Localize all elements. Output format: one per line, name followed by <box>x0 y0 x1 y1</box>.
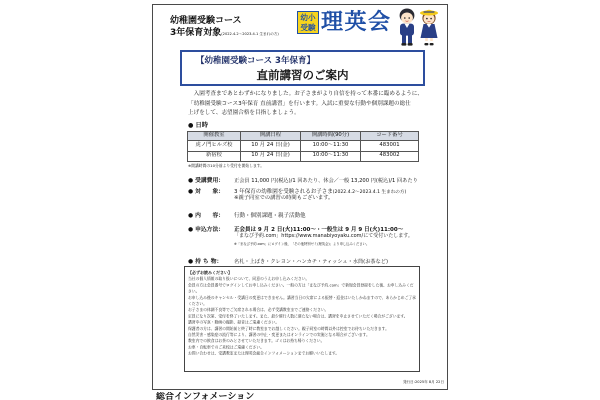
target-value-period: (2022.4.2～2023.4.1 生まれの方) <box>332 190 407 195</box>
apply-note: ※「まなび予約.com」にログイン後、「その他特別ゼミ(理英会)」より申し込みください。 <box>234 241 370 246</box>
target-title-row <box>170 28 279 39</box>
items-row <box>188 254 388 266</box>
table-cell: 10 月 24 日(金) <box>241 141 301 152</box>
fee-value: 正会員 11,000 円(税込)/1 回あたり、休会／一般 13,200 円(税込)/1 回あたり <box>234 178 418 184</box>
table-cell: 虎ノ門ヒルズ校 <box>188 141 241 152</box>
schedule-table <box>187 131 419 162</box>
notes-item: お申し込み後のキャンセル・受講日の変更はできません。講習当日の欠席による振替・返金はいたしかねますので、あらかじめご了承ください。 <box>188 294 416 306</box>
children-illustration <box>395 5 441 49</box>
table-cell: 483002 <box>361 151 419 162</box>
issue-date: 発行日:2025年 8月 22日 <box>403 380 445 384</box>
table-cell: 新宿校 <box>188 151 241 162</box>
schedule-note: ※開講時間の10分前より受付を開始します。 <box>188 163 265 168</box>
column-header: 開催教室 <box>188 132 241 141</box>
girl-figure <box>420 10 438 46</box>
content-value: 行動・個別課題・親子活動他 <box>234 213 306 219</box>
notes-box <box>184 266 420 372</box>
next-page-title: 総合インフォメーション <box>156 392 255 400</box>
schedule-label: ● 日時 <box>188 122 208 129</box>
logo-badge-top: 幼小 <box>300 12 316 22</box>
notes-item: 自然災害・感染症の流行等により、講習の中止・変更またはオンラインでの実施となる場合がございます。 <box>188 332 370 337</box>
fee-label: ● 受講費用： <box>188 178 225 184</box>
apply-label: ● 申込方法： <box>188 227 225 233</box>
notes-item: 教室内での飲食はお茶のみとさせていただきます。ゴミはお持ち帰りください。 <box>188 338 325 343</box>
notes-item: 保護者の方は、講習の開始前と終了時に教室までお越しください。親子同室の時間以外は控室でお待ちいただきます。 <box>188 325 389 331</box>
logo-badge-bottom: 受験 <box>300 22 316 32</box>
heading-title: 直前講習のご案内 <box>256 68 349 82</box>
content-label: ● 内 容： <box>188 213 225 219</box>
target-value: 3 年保育の幼稚園を受験されるお子さま <box>234 189 333 195</box>
heading-box <box>180 50 425 86</box>
target-note: ※親子同室での講習の時間もございます。 <box>234 195 334 201</box>
table-row <box>188 141 419 152</box>
boy-figure <box>400 9 415 46</box>
table-cell: 10:00～11:30 <box>301 151 361 162</box>
notes-item: 定員になり次第、受付を終了いたします。また、最少催行人数に満たない場合は、講習を中止させていただく場合がございます。 <box>188 313 408 318</box>
column-header: 開講日程 <box>241 132 301 141</box>
intro-line: 入園考査まであとわずかになりました。お子さまがより自信を持って本番に臨めるように、 <box>188 91 423 97</box>
intro-line: 上げをして、志望園合格を目指しましょう。 <box>188 110 300 116</box>
flyer-page <box>152 4 448 390</box>
notes-item: 講習中の写真・動画の撮影、録音はご遠慮ください。 <box>188 319 280 325</box>
notes-content <box>188 270 417 357</box>
notes-item: お子さまの体調不良等でご欠席される場合は、必ず受講教室までご連絡ください。 <box>188 307 329 312</box>
table-header-row <box>188 132 419 141</box>
notes-title: 【必ずお読みください】 <box>188 270 232 275</box>
target-period: (2022.4.2～2023.4.1 生まれの方) <box>221 32 279 36</box>
table-cell: 10:00～11:30 <box>301 141 361 152</box>
notes-item: 会員の方は会員番号でログインしてお申し込みください。一般の方は「まなび予約.com」で新規会員登録をした後、お申し込みください。 <box>188 282 414 294</box>
table-cell: 483001 <box>361 141 419 152</box>
apply-value: 正会員は 9 月 2 日(火)11:00～・一般生は 9 月 9 日(火)11:00～ <box>234 227 404 233</box>
apply-url-line: 「まなび予約.com」https://www.manabiyoyaku.com/にて受付いたします。 <box>234 232 413 239</box>
items-value: 名札・上ばき・クレヨン・ハンカチ・ティッシュ・水筒(お茶など) <box>234 259 388 265</box>
target-label: ● 対 象： <box>188 189 225 195</box>
heading-subtitle: 【幼稚園受験コース 3年保育】 <box>196 56 315 66</box>
items-label: ● 持 ち 物： <box>188 259 223 265</box>
notes-item: お問い合わせは、受講教室または理英会総合インフォメーションまでお願いいたします。 <box>188 350 340 356</box>
column-header: コード番号 <box>361 132 419 141</box>
target-title: 3年保育対象 <box>170 28 222 38</box>
logo-badge <box>297 11 319 34</box>
intro-line: 「幼稚園受験コース3年保育 直前講習」を行います。入試に重要な行動や個別課題の総仕 <box>188 100 411 107</box>
content-row <box>188 208 306 220</box>
table-row <box>188 151 419 162</box>
notes-item: 当社の個人情報の取り扱いについて、同意のうえお申し込みください。 <box>188 276 310 281</box>
column-header: 開講時間(90分) <box>301 132 361 141</box>
course-title: 幼稚園受験コース <box>170 16 242 26</box>
table-cell: 10 月 24 日(金) <box>241 151 301 162</box>
notes-item: お車・自転車でのご来校はご遠慮ください。 <box>188 344 264 349</box>
logo-name: 理英会 <box>321 10 392 35</box>
